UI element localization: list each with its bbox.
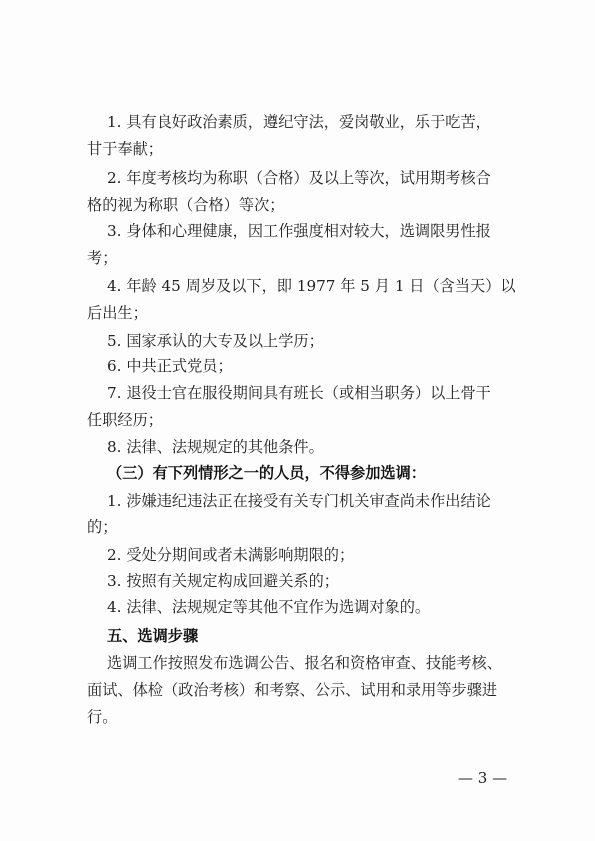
section-heading: 五、选调步骤 — [107, 627, 199, 645]
paragraph-line: 1. 具有良好政治素质，遵纪守法，爱岗敬业，乐于吃苦， — [107, 113, 491, 131]
paragraph-line: 考； — [87, 249, 118, 267]
section-subheading: （三）有下列情形之一的人员，不得参加选调： — [107, 464, 426, 482]
paragraph-line: 甘于奉献； — [87, 140, 163, 158]
paragraph-line: 5. 国家承认的大专及以上学历； — [107, 332, 324, 350]
paragraph-line: 格的视为称职（合格）等次； — [87, 196, 285, 214]
paragraph-line: 8. 法律、法规规定的其他条件。 — [107, 438, 324, 456]
paragraph-line: 选调工作按照发布选调公告、报名和资格审查、技能考核、 — [107, 654, 502, 672]
paragraph-line: 7. 退役士官在服役期间具有班长（或相当职务）以上骨干 — [107, 384, 491, 402]
paragraph-line: 2. 年度考核均为称职（合格）及以上等次，试用期考核合 — [107, 169, 491, 187]
paragraph-line: 3. 身体和心理健康，因工作强度相对较大，选调限男性报 — [107, 222, 491, 240]
page-number: — 3 — — [458, 769, 508, 787]
paragraph-line: 的； — [87, 518, 118, 536]
paragraph-line: 2. 受处分期间或者未满影响期限的； — [107, 546, 355, 564]
paragraph-line: 任职经历； — [87, 411, 163, 429]
paragraph-line: 4. 年龄 45 周岁及以下，即 1977 年 5 月 1 日（含当天）以 — [107, 277, 516, 295]
paragraph-line: 后出生； — [87, 304, 148, 322]
paragraph-line: 4. 法律、法规规定等其他不宜作为选调对象的。 — [107, 598, 431, 616]
paragraph-line: 6. 中共正式党员； — [107, 357, 233, 375]
paragraph-line: 面试、体检（政治考核）和考察、公示、试用和录用等步骤进 — [87, 681, 498, 699]
paragraph-line: 行。 — [87, 708, 118, 726]
paragraph-line: 1. 涉嫌违纪违法正在接受有关专门机关审查尚未作出结论 — [107, 492, 491, 510]
paragraph-line: 3. 按照有关规定构成回避关系的； — [107, 572, 339, 590]
